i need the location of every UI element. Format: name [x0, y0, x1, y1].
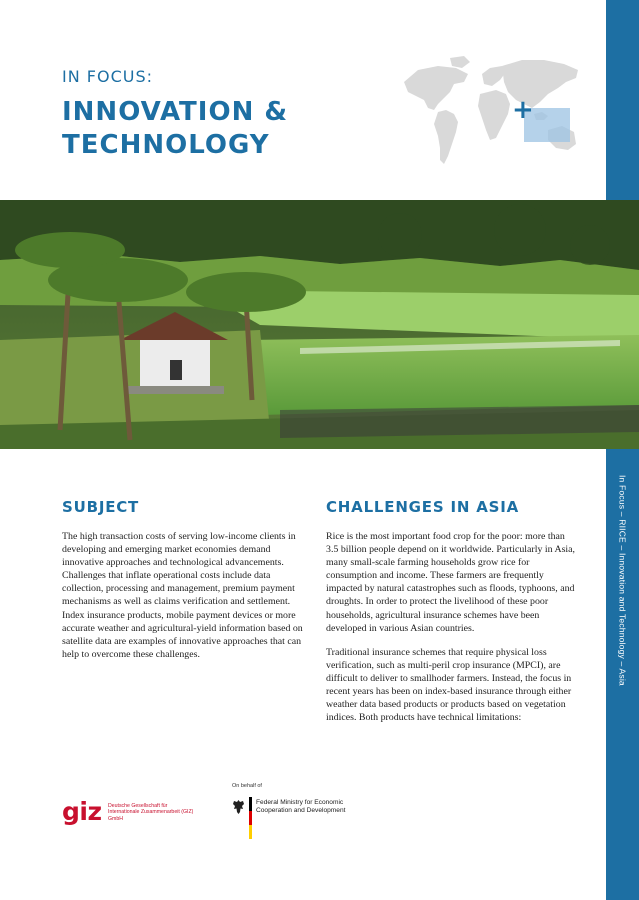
challenges-paragraph-2: Traditional insurance schemes that require physical loss verification, such as multi-peril crop insurance (MPCI), are difficult to deliver to smallhoder farmers. Instead, the focus in recent years has been on index-based insurance through either weather data based products or products based on vegetation indices. Both products have technical limitations: [326, 647, 572, 724]
subject-body: The high transaction costs of serving low-income clients in developing and emerging market economies demand innovative approaches and technological advancements. Challenges that inflate operational costs include data collection, processing and management, premium payment mechanisms as well as claims verification and settlement. Index insurance products, mobile payment devices or more accurate weather and agricultural-yield information based on satellite data are examples of innovative approaches that can help to overcome these challenges. [62, 531, 303, 660]
subject-heading: SUBJECT [62, 498, 140, 516]
page-kicker: IN FOCUS: [62, 67, 153, 86]
ministry-name: Federal Ministry for Economic Cooperation and Development [256, 799, 346, 814]
german-flag-stripe-icon [249, 797, 252, 839]
giz-logo: giz [62, 797, 102, 826]
challenges-heading: CHALLENGES IN ASIA [326, 498, 520, 516]
on-behalf-label: On behalf of [232, 783, 262, 789]
page-title: INNOVATION & TECHNOLOGY [62, 97, 289, 160]
giz-organisation-name: Deutsche Gesellschaft für Internationale Zusammenarbeit (GIZ) GmbH [108, 803, 194, 822]
side-running-title: In Focus – RIICE – Innovation and Technology – Asia [617, 475, 628, 686]
rice-field-photo [0, 200, 639, 449]
side-accent-bar [606, 0, 639, 900]
world-map-icon [398, 52, 586, 180]
federal-eagle-icon [231, 799, 246, 815]
map-plus-marker: + [512, 95, 534, 125]
challenges-paragraph-1: Rice is the most important food crop for the poor: more than 3.5 billion people depend on it worldwide. Particularly in Asia, many small-scale farming households grow rice for consumption and income. These farmers are frequently impacted by natural catastrophes such as floods, typhoons, and droughts. In order to protect the livelihood of these poor households, agricultural insurance schemes have been developed in various Asian countries. [326, 531, 576, 634]
